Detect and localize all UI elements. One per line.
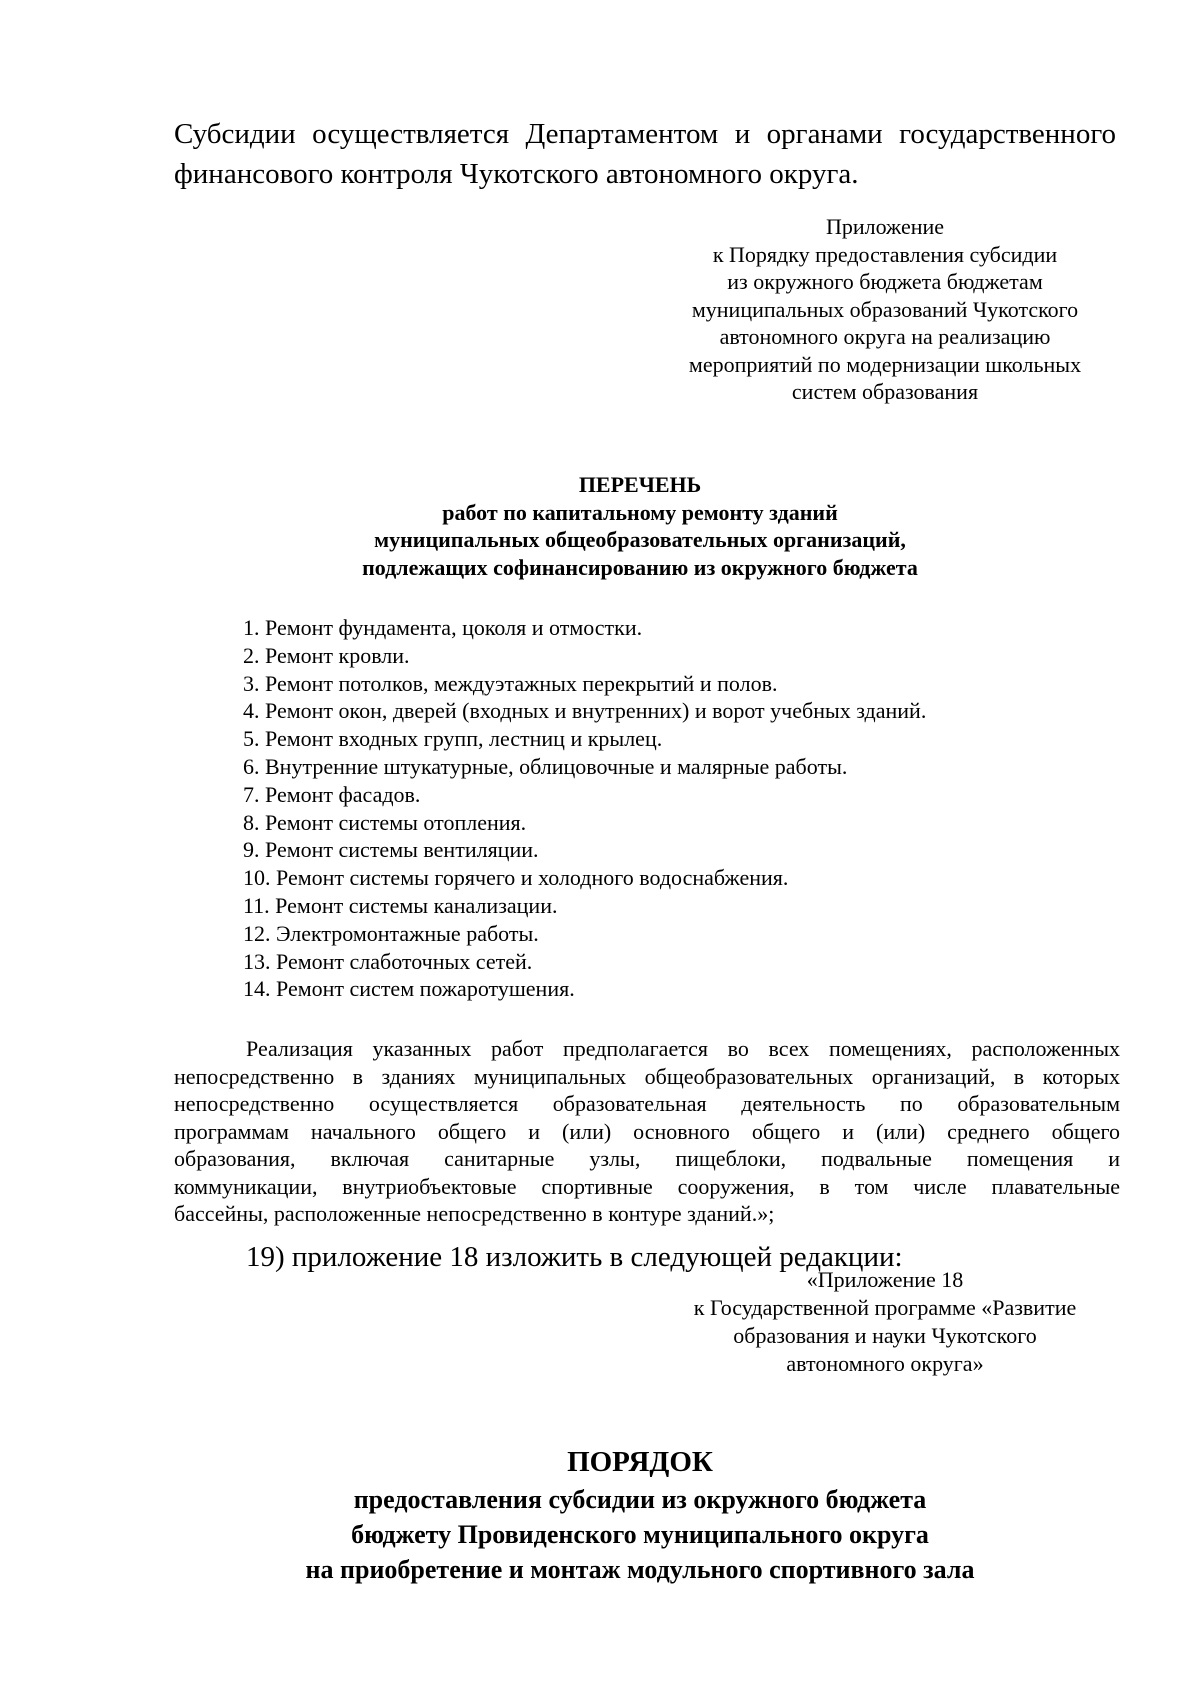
implementation-paragraph [174,1035,1120,1228]
list-item: 3. Ремонт потолков, междуэтажных перекрытий и полов. [243,670,778,696]
order-subtitle-line: на приобретение и монтаж модульного спортивного зала [305,1555,975,1584]
list-item: 1. Ремонт фундамента, цоколя и отмостки. [243,615,643,640]
annex2-line: образования и науки Чукотского [733,1323,1037,1348]
list-item: 14. Ремонт систем пожаротушения. [243,976,575,1002]
annex-line: мероприятий по модернизации школьных [688,351,1082,377]
annex-line: из окружного бюджета бюджетам [727,269,1043,294]
paragraph-line: бассейны, расположенные непосредственно в контуре зданий.»; [174,1201,775,1226]
list-subtitle-line: подлежащих софинансированию из окружного бюджета [362,554,918,580]
paragraph-line: образования, включая санитарные узлы, пищеблоки, подвальные помещения и [174,1146,1120,1171]
annex2-line: к Государственной программе «Развитие [693,1295,1077,1320]
list-item: 11. Ремонт системы канализации. [243,892,558,918]
intro-line: финансового контроля Чукотского автономного округа. [174,158,859,190]
list-item: 10. Ремонт системы горячего и холодного водоснабжения. [243,865,789,891]
annex2-line: автономного округа» [786,1351,984,1376]
list-item: 7. Ремонт фасадов. [243,781,421,807]
order-title: ПОРЯДОК [567,1446,713,1478]
list-subtitle-line: муниципальных общеобразовательных организаций, [374,527,906,552]
list-item: 13. Ремонт слаботочных сетей. [243,948,533,974]
paragraph-line: Реализация указанных работ предполагается во всех помещениях, расположенных [246,1036,1120,1061]
list-title: ПЕРЕЧЕНЬ [578,472,702,497]
order-subtitle-line: предоставления субсидии из окружного бюджета [353,1485,927,1514]
annex-line: Приложение [825,214,945,239]
works-list [243,614,1143,1003]
paragraph-line: программам начального общего и (или) основного общего и (или) среднего общего [174,1118,1120,1144]
list-item: 5. Ремонт входных групп, лестниц и крылец. [243,726,663,752]
list-subtitle-line: работ по капитальному ремонту зданий [442,499,838,525]
list-item: 8. Ремонт системы отопления. [243,809,527,835]
annex-line: автономного округа на реализацию [719,324,1051,349]
list-item: 9. Ремонт системы вентиляции. [243,837,539,863]
order-subtitle-line: бюджету Провиденского муниципального округа [351,1520,929,1549]
paragraph-line: непосредственно в зданиях муниципальных общеобразовательных организаций, в которых [174,1063,1120,1089]
intro-paragraph [174,114,1116,194]
annex-reference [640,213,1130,406]
annex-line: систем образования [791,379,979,404]
list-item: 6. Внутренние штукатурные, облицовочные и малярные работы. [243,753,848,779]
annex-18-reference [640,1266,1130,1378]
list-item: 2. Ремонт кровли. [243,642,410,668]
paragraph-line: коммуникации, внутриобъектовые спортивные сооружения, в том числе плавательные [174,1173,1120,1199]
list-item: 4. Ремонт окон, дверей (входных и внутренних) и ворот учебных зданий. [243,698,927,724]
list-item: 12. Электромонтажные работы. [243,920,539,946]
amendment-line: 19) приложение 18 изложить в следующей редакции: [246,1241,903,1273]
annex2-line: «Приложение 18 [806,1267,964,1292]
intro-line: Субсидии осуществляется Департаментом и органами государственного [174,118,1116,150]
annex-line: муниципальных образований Чукотского [691,296,1079,322]
order-heading [150,1442,1130,1587]
paragraph-line: непосредственно осуществляется образовательная деятельность по образовательным [174,1091,1120,1116]
annex-line: к Порядку предоставления субсидии [712,241,1058,267]
list-heading [150,471,1130,581]
